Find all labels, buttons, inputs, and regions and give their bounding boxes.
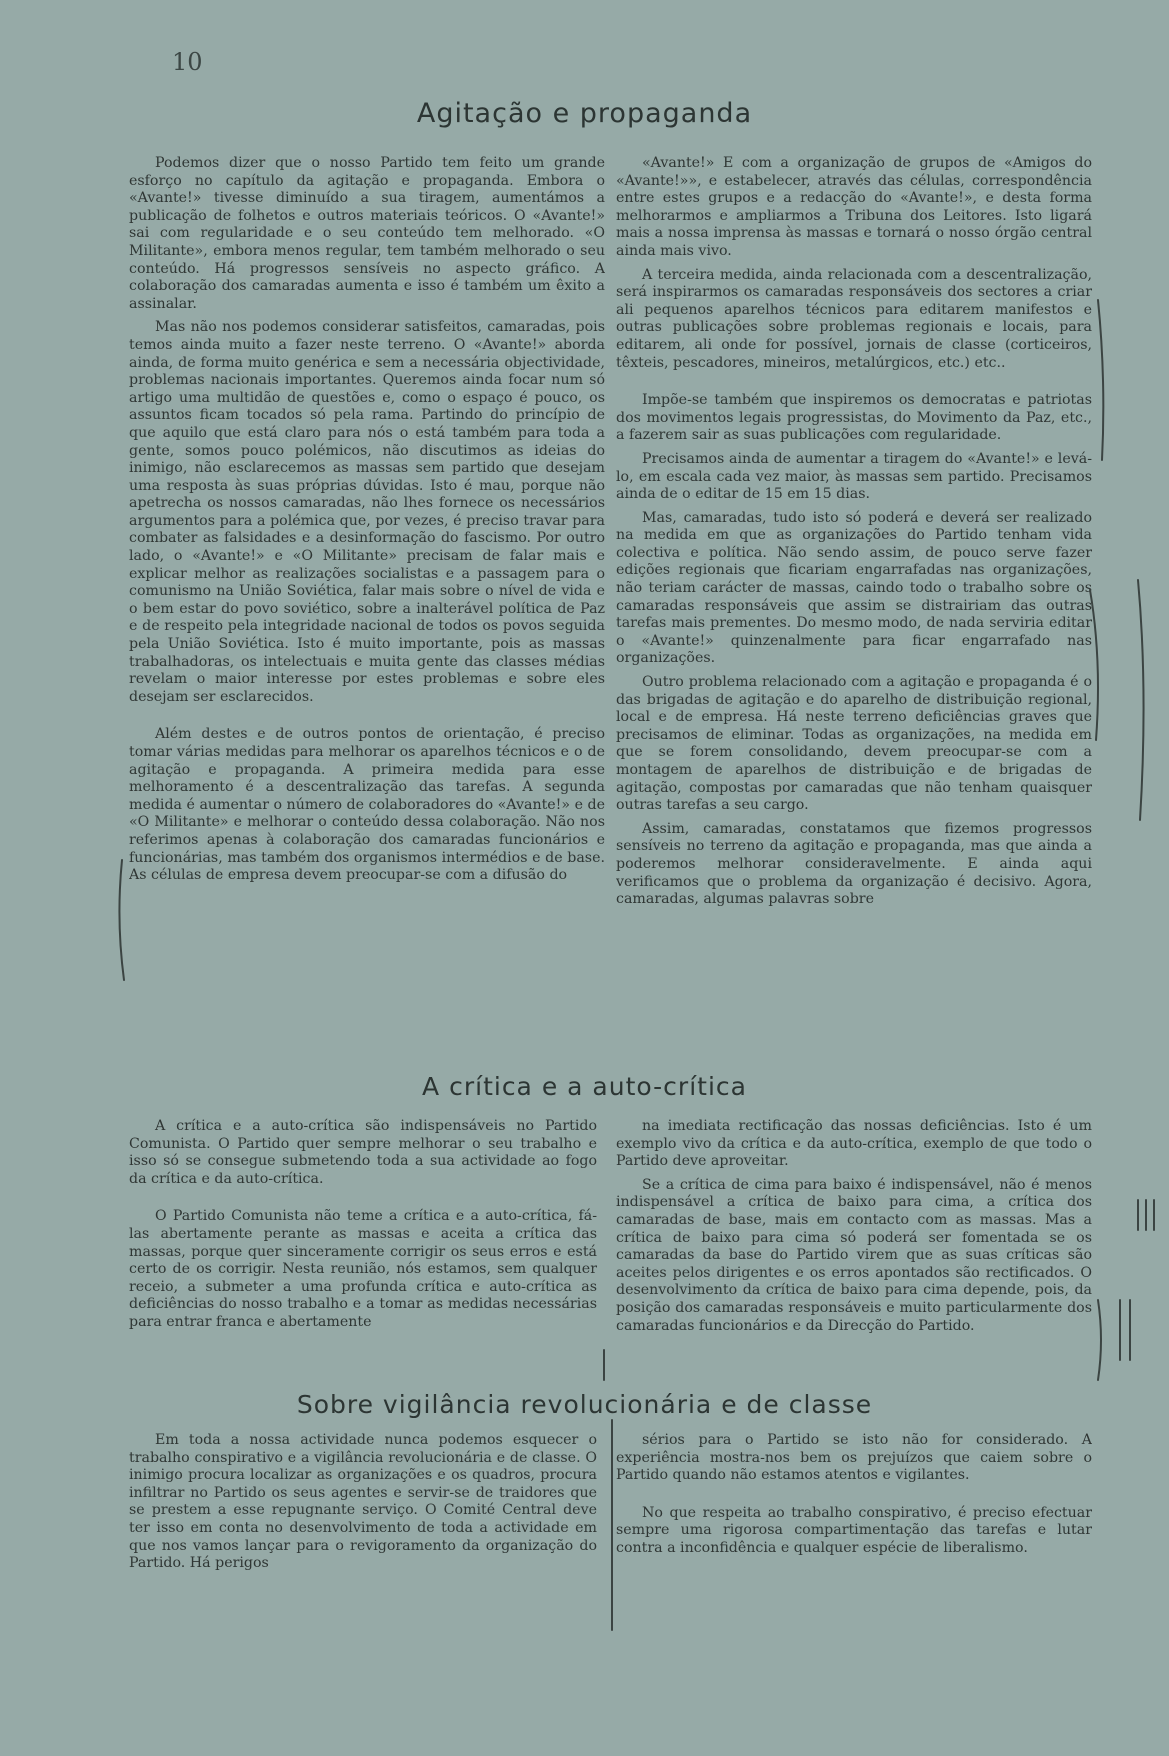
paragraph: O Partido Comunista não teme a crítica e a auto-crítica, fá-las abertamente perante as massas e aceita a crítica das massas, porque quer sinceramente corrigir os seus erros e está certo de os corrigir. Nesta reunião, nós estamos, sem qualquer receio, a submeter a uma profunda crítica e auto-crítica as deficiências do nosso trabalho e a tomar as medidas necessárias para entrar franca e abertamente bbox=[129, 1208, 597, 1330]
paragraph: Podemos dizer que o nosso Partido tem feito um grande esforço no capítulo da agitação e propaganda. Embora o «Avante!» tivesse diminuído a sua tiragem, aumentámos a publicação de folhetos e outros materiais teóricos. O «Avante!» sai com regularidade e o seu conteúdo tem melhorado. «O Militante», embora menos regular, tem também melhorado o seu conteúdo. Há progressos sensíveis no aspecto gráfico. A colaboração dos camaradas aumenta e isso é também um êxito a assinalar. bbox=[129, 155, 605, 312]
section-title-vigilancia: Sobre vigilância revolucionária e de classe bbox=[296, 1390, 873, 1419]
margin-bracket-mark bbox=[1098, 300, 1103, 460]
margin-bracket-mark bbox=[1138, 1200, 1154, 1230]
paragraph: Impõe-se também que inspiremos os democratas e patriotas dos movimentos legais progressistas, do Movimento da Paz, etc., a fazerem sair as suas publicações com regularidade. bbox=[616, 392, 1092, 444]
margin-bracket-mark bbox=[119, 860, 124, 980]
agitacao-right-column bbox=[616, 155, 1092, 1063]
paragraph: A terceira medida, ainda relacionada com a descentralização, será inspirarmos os camaradas responsáveis dos sectores a criar ali pequenos aparelhos técnicos para editarem manifestos e outras publicações sobre problemas regionais e locais, para editarem, ali onde for possível, jornais de classe (corticeiros, têxteis, pescadores, mineiros, metalúrgicos, etc.) etc.. bbox=[616, 266, 1092, 371]
critica-right-column bbox=[616, 1118, 1092, 1380]
paragraph: A crítica e a auto-crítica são indispensáveis no Partido Comunista. O Partido quer sempre melhorar o seu trabalho e isso só se consegue submetendo toda a sua actividade ao fogo da crítica e da auto-crítica. bbox=[129, 1118, 597, 1187]
paragraph: Outro problema relacionado com a agitação e propaganda é o das brigadas de agitação e do aparelho de distribuição regional, local e de empresa. Há neste terreno deficiências graves que precisamos de eliminar. Todas as organizações, na medida em que se forem consolidando, devem preocupar-se com a montagem de aparelhos de distribuição e de brigadas de agitação, compostas por camaradas que não tenham quaisquer outras tarefas a seu cargo. bbox=[616, 674, 1092, 814]
section-title-critica: A crítica e a auto-crítica bbox=[422, 1072, 747, 1101]
margin-bracket-mark bbox=[1138, 580, 1144, 820]
paragraph: Mas não nos podemos considerar satisfeitos, camaradas, pois temos ainda muito a fazer neste terreno. O «Avante!» aborda ainda, de forma muito genérica e sem a necessária objectividade, problemas nacionais importantes. Queremos ainda focar num só artigo uma multidão de questões e, como o espaço é pouco, os assuntos ficam tocados só pela rama. Partindo do princípio de que aquilo que está claro para nós o está também para toda a gente, somos pouco polémicos, não discutimos as ideias do inimigo, não esclarecemos as massas sem partido que desejam uma resposta às suas próprias dúvidas. Isto é mau, porque não apetrecha os nossos camaradas, não lhes fornece os necessários argumentos para a polémica que, por vezes, é preciso travar para combater as falsidades e a desinformação do fascismo. Por outro lado, o «Avante!» e «O Militante» precisam de falar mais e explicar melhor as realizações socialistas e a passagem para o comunismo na União Soviética, falar mais sobre o nível de vida e o bem estar do povo soviético, sobre a inalterável política de Paz e de respeito pela integridade nacional de todos os povos seguida pela União Soviética. Isto é muito importante, pois as massas trabalhadoras, os intelectuais e muita gente das classes médias revelam o maior interesse por estes problemas e sobre eles desejam ser esclarecidos. bbox=[129, 319, 605, 705]
paragraph: No que respeita ao trabalho conspirativo, é preciso efectuar sempre uma rigorosa compartimentação das tarefas e lutar contra a inconfidência e qualquer espécie de liberalismo. bbox=[616, 1504, 1092, 1556]
paragraph: Precisamos ainda de aumentar a tiragem do «Avante!» e levá-lo, em escala cada vez maior, às massas sem partido. Precisamos ainda de o editar de 15 em 15 dias. bbox=[616, 450, 1092, 503]
paragraph: Se a crítica de cima para baixo é indispensável, não é menos indispensável a crítica de baixo para cima, a crítica dos camaradas de base, mais em contacto com as massas. Mas a crítica de baixo para cima só poderá ser fomentada se os camaradas da base do Partido virem que as suas críticas são aceites pelos dirigentes e os erros apontados são rectificados. O desenvolvimento da crítica de baixo para cima depende, pois, da posição dos camaradas responsáveis e muito particularmente dos camaradas funcionários e da Direcção do Partido. bbox=[616, 1176, 1092, 1334]
page-number: 10 bbox=[172, 48, 203, 76]
section-title-agitacao: Agitação e propaganda bbox=[416, 98, 753, 129]
vigilancia-right-column bbox=[616, 1432, 1092, 1620]
paragraph: Além destes e de outros pontos de orientação, é preciso tomar várias medidas para melhorar os aparelhos técnicos e o de agitação e propaganda. A primeira medida para esse melhoramento é a descentralização das tarefas. A segunda medida é aumentar o número de colaboradores do «Avante!» e de «O Militante» e melhorar o conteúdo dessa colaboração. Não nos referimos apenas à colaboração dos camaradas funcionários e funcionárias, mas também dos organismos intermédios e de base. As células de empresa devem preocupar-se com a difusão do bbox=[129, 726, 605, 884]
paragraph: Assim, camaradas, constatamos que fizemos progressos sensíveis no terreno da agitação e propaganda, mas que ainda a poderemos melhorar consideravelmente. E ainda aqui verificamos que o problema da organização é decisivo. Agora, camaradas, algumas palavras sobre bbox=[616, 820, 1092, 908]
paragraph: sérios para o Partido se isto não for considerado. A experiência mostra-nos bem os prejuízos que caiem sobre o Partido quando não estamos atentos e vigilantes. bbox=[616, 1432, 1092, 1484]
paragraph: na imediata rectificação das nossas deficiências. Isto é um exemplo vivo da crítica e da auto-crítica, exemplo de que todo o Partido deve aproveitar. bbox=[616, 1118, 1092, 1170]
vigilancia-left-column bbox=[129, 1432, 597, 1620]
paragraph: «Avante!» E com a organização de grupos de «Amigos do «Avante!»», e estabelecer, através das células, correspondência entre estes grupos e a redacção do «Avante!», e desta forma melhorarmos e ampliarmos a Tribuna dos Leitores. Isto ligará mais a nossa imprensa às massas e tornará o nosso órgão central ainda mais vivo. bbox=[616, 155, 1092, 259]
margin-bracket-mark bbox=[1120, 1300, 1130, 1360]
critica-left-column bbox=[129, 1118, 597, 1380]
paragraph: Mas, camaradas, tudo isto só poderá e deverá ser realizado na medida em que as organizações do Partido tenham vida colectiva e política. Não sendo assim, de pouco serve fazer edições regionais que ficariam engarrafadas nas organizações, não teriam carácter de massas, caindo todo o trabalho sobre os camaradas responsáveis que assim se distrairiam das outras tarefas mais prementes. Do mesmo modo, de nada serviria editar o «Avante!» quinzenalmente para ficar engarrafado nas organizações. bbox=[616, 509, 1092, 667]
paragraph: Em toda a nossa actividade nunca podemos esquecer o trabalho conspirativo e a vigilância revolucionária e de classe. O inimigo procura localizar as organizações e os quadros, procura infiltrar no Partido os seus agentes e servir-se de traidores que se prestem a esse repugnante serviço. O Comité Central deve ter isso em conta no desenvolvimento de toda a actividade em que nos vamos lançar para o revigoramento da organização do Partido. Há perigos bbox=[129, 1432, 597, 1572]
agitacao-left-column bbox=[129, 155, 605, 1063]
margin-bracket-mark bbox=[1098, 1300, 1101, 1380]
